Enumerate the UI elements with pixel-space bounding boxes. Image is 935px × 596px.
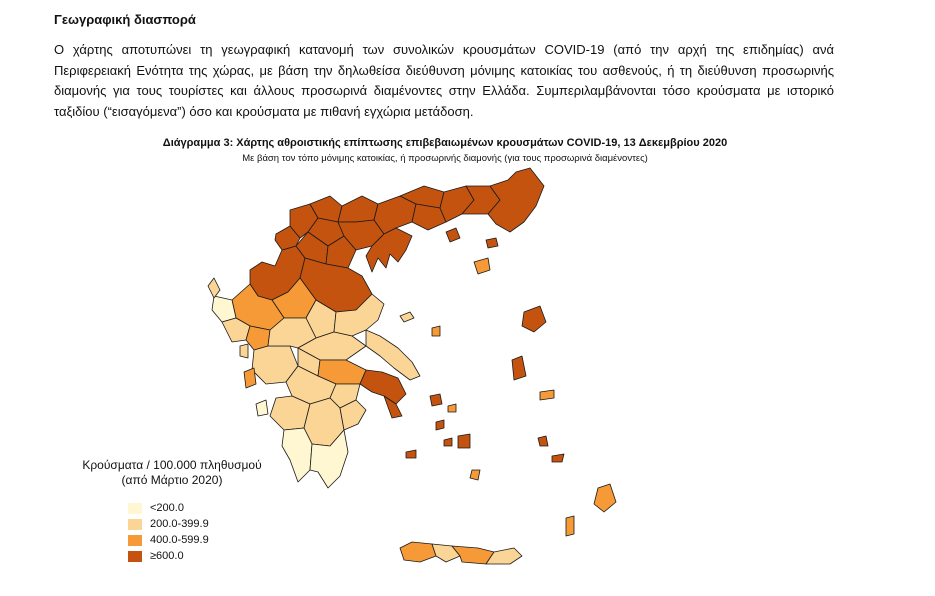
legend-swatch: [128, 519, 142, 530]
legend-label: <200.0: [150, 502, 184, 514]
legend-items: [128, 500, 272, 564]
region-naxos: [458, 434, 470, 448]
region-rhodes: [594, 484, 616, 512]
legend-swatch: [128, 551, 142, 562]
region-thasos: [446, 228, 460, 242]
region-paros: [444, 438, 452, 446]
region-lemnos: [474, 258, 490, 274]
region-zakynthos: [256, 400, 268, 416]
region-messinia: [282, 428, 312, 482]
region-syros: [436, 420, 444, 430]
region-karpathos: [566, 516, 574, 536]
region-kalymnos: [538, 436, 548, 446]
section-title: Γεωγραφική διασπορά: [54, 12, 196, 27]
region-kefalonia: [244, 368, 256, 388]
legend-title-line2: (από Μάρτιο 2020): [121, 473, 223, 487]
legend-item: [128, 500, 272, 516]
region-chania: [400, 542, 436, 562]
region-andros: [430, 394, 442, 406]
region-milos: [406, 450, 416, 458]
region-sporades: [400, 312, 414, 322]
region-thira: [470, 470, 480, 480]
region-lasithi: [486, 548, 522, 564]
region-kos: [552, 454, 564, 462]
region-samos: [540, 390, 554, 400]
legend-item: [128, 516, 272, 532]
legend-swatch: [128, 503, 142, 514]
legend-item: [128, 532, 272, 548]
figure-title: Διάγραμμα 3: Χάρτης αθροιστικής επίπτωσης επιβεβαιωμένων κρουσμάτων COVID-19, 13 Δεκεμβρίου 2020: [162, 137, 728, 149]
legend-title-line1: Κρούσματα / 100.000 πληθυσμού: [82, 458, 262, 472]
region-skyros: [432, 326, 440, 336]
region-attica: [360, 370, 406, 404]
legend-swatch: [128, 535, 142, 546]
figure-subtitle: Με βάση τον τόπο μόνιμης κατοικίας, ή προσωρινής διαμονής (για τους προσωρινά διαμένοντες): [242, 153, 648, 164]
region-kilkis: [338, 196, 378, 222]
description-paragraph: Ο χάρτης αποτυπώνει τη γεωγραφική κατανομή των συνολικών κρουσμάτων COVID-19 (από την αρχή της επιδημίας) ανά Περιφερειακή Ενότητα της χώρας, με βάση την δηλωθείσα διεύθυνση μόνιμης κατοικίας του ασθενούς, ή τη διεύθυνση προσωρινής διαμονής για τους τουρίστες και άλλους προσωρινά διαμένοντες στην Ελλάδα. Συμπεριλαμβάνονται τόσο κρούσματα με ιστορικό ταξιδίου (“εισαγόμενα”) όσο και κρούσματα με πιθανή εγχώρια μετάδοση.: [54, 42, 834, 119]
region-corfu: [208, 278, 220, 298]
region-lefkada: [240, 344, 248, 358]
map-legend: [72, 458, 272, 564]
legend-label: 200.0-399.9: [150, 518, 209, 530]
region-chios: [512, 356, 526, 380]
region-ilia: [270, 396, 310, 430]
region-tinos: [448, 404, 456, 412]
legend-label: 400.0-599.9: [150, 534, 209, 546]
region-lesvos: [522, 306, 546, 332]
legend-item: [128, 548, 272, 564]
legend-label: ≥600.0: [150, 550, 184, 562]
region-samothraki: [486, 238, 498, 248]
